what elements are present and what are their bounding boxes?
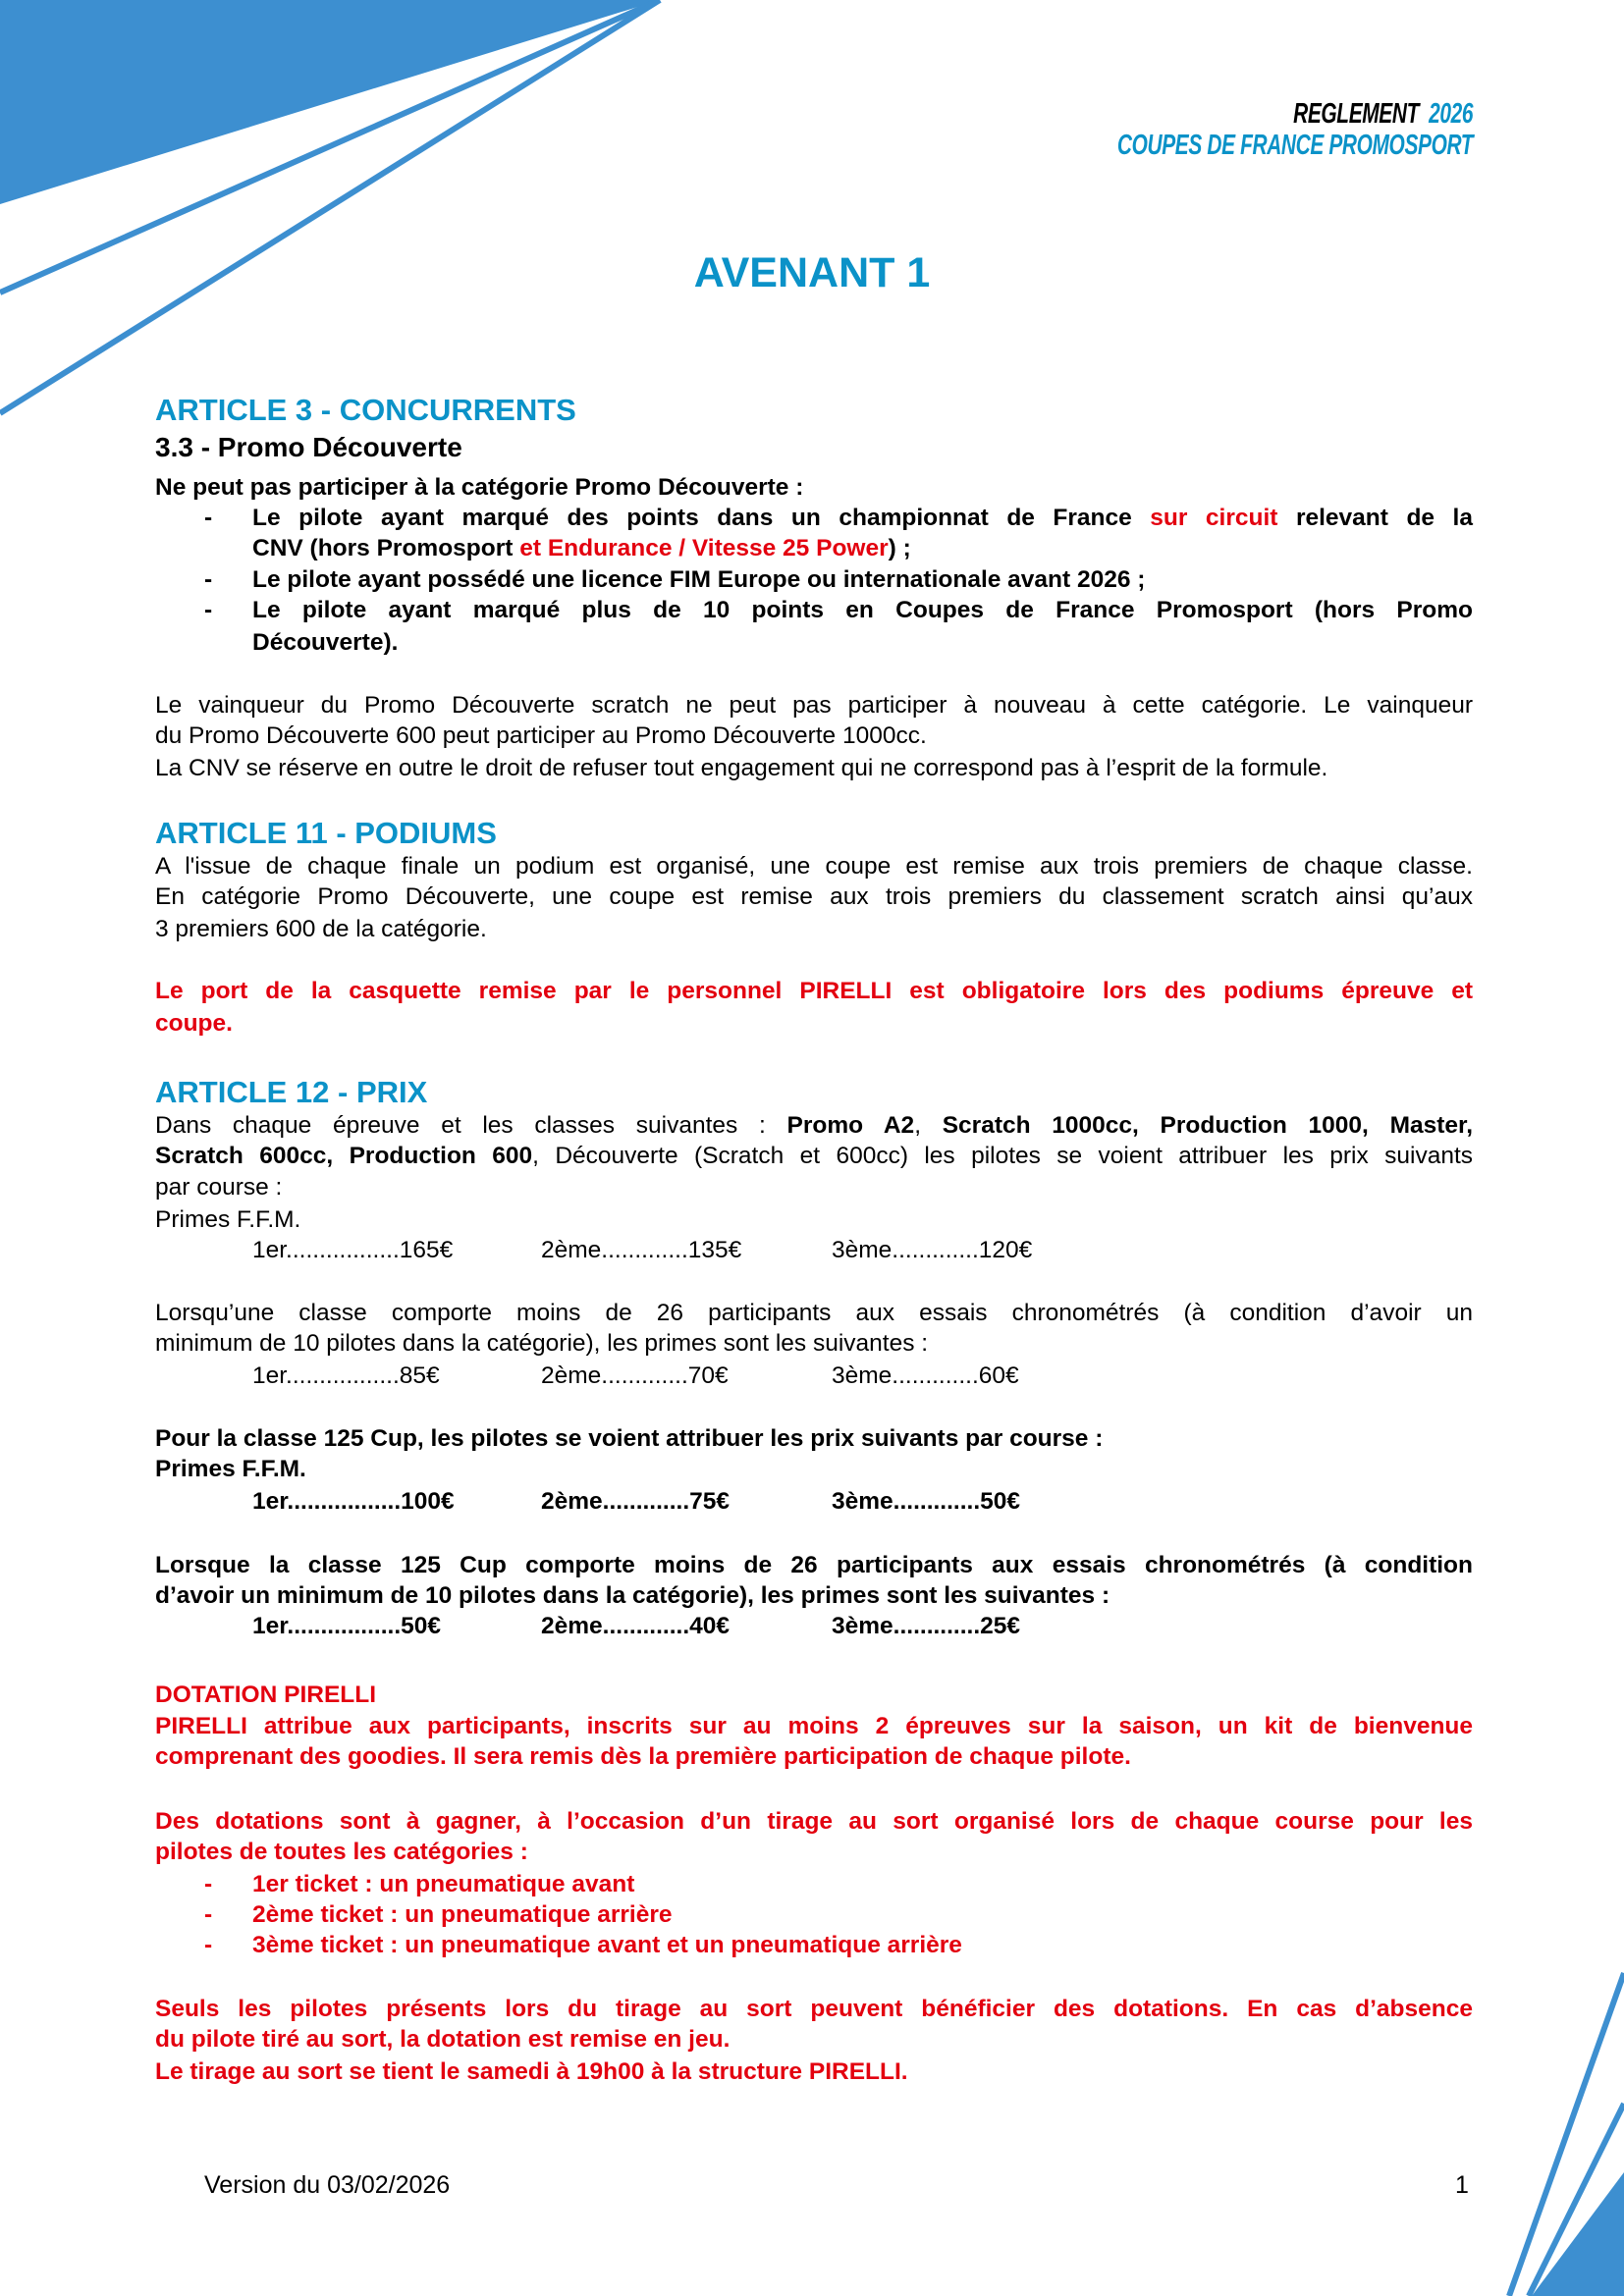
class-names: Scratch 600cc, Production 600 [155, 1143, 533, 1169]
footer-page-number: 1 [1455, 2171, 1469, 2199]
prize-2nd: 2ème.............40€ [541, 1613, 731, 1639]
header-reglement-label: REGLEMENT [1293, 98, 1419, 130]
article-11-heading: ARTICLE 11 - PODIUMS [155, 816, 497, 850]
prize-3rd: 3ème.............25€ [832, 1613, 1021, 1639]
article-3-subheading: 3.3 - Promo Découverte [155, 432, 462, 462]
dash-bullet-icon: - [204, 1932, 213, 1958]
paragraph-line: d’avoir un minimum de 10 pilotes dans la catégorie), les primes sont les suivantes : [155, 1582, 1110, 1609]
prize-2nd: 2ème.............75€ [541, 1488, 731, 1515]
article-12-heading: ARTICLE 12 - PRIX [155, 1075, 428, 1109]
pirelli-cap-notice: coupe. [155, 1010, 233, 1037]
prize-3rd: 3ème.............50€ [832, 1488, 1021, 1515]
bullet-text-part: relevant de la [1277, 505, 1473, 531]
paragraph-line: minimum de 10 pilotes dans la catégorie), les primes sont les suivantes : [155, 1330, 929, 1357]
dash-bullet-icon: - [204, 505, 213, 531]
paragraph-line: Le tirage au sort se tient le samedi à 19h00 à la structure PIRELLI. [155, 2058, 908, 2085]
bullet-text-part: Le pilote ayant marqué des points dans un championnat de France [252, 505, 1151, 531]
primes-label: Primes F.F.M. [155, 1206, 301, 1233]
bullet-text-part: CNV (hors Promosport [252, 535, 520, 561]
bullet-text [252, 503, 1473, 534]
primes-label: Primes F.F.M. [155, 1456, 306, 1482]
paragraph-line: comprenant des goodies. Il sera remis dès la première participation de chaque pilote. [155, 1743, 1131, 1770]
paragraph-line: Le vainqueur du Promo Découverte scratch ne peut pas participer à nouveau à cette catégorie. Le vainqueur [155, 692, 1473, 719]
paragraph-line: Lorsque la classe 125 Cup comporte moins de 26 participants aux essais chronométrés (à condition [155, 1552, 1473, 1578]
dash-bullet-icon: - [204, 1871, 213, 1897]
bullet-red-text: et Endurance / Vitesse 25 Power [519, 535, 889, 561]
ticket-text: 3ème ticket : un pneumatique avant et un pneumatique arrière [252, 1932, 962, 1958]
bullet-text-part: ) ; [888, 535, 911, 561]
paragraph-line: A l'issue de chaque finale un podium est organisé, une coupe est remise aux trois premiers de chaque classe. [155, 853, 1473, 880]
text-part: , Découverte (Scratch et 600cc) les pilotes se voient attribuer les prix suivants [532, 1143, 1474, 1169]
dash-bullet-icon: - [204, 597, 213, 623]
class-name: Promo A2 [786, 1112, 915, 1139]
paragraph-line: La CNV se réserve en outre le droit de refuser tout engagement qui ne correspond pas à l’esprit de la formule. [155, 755, 1328, 781]
paragraph-line: En catégorie Promo Découverte, une coupe est remise aux trois premiers du classement scratch ainsi qu’aux [155, 883, 1473, 910]
article-3-heading: ARTICLE 3 - CONCURRENTS [155, 393, 576, 427]
prize-1st: 1er.................100€ [252, 1488, 455, 1515]
paragraph-line [155, 1141, 1473, 1172]
paragraph-line: par course : [155, 1174, 283, 1201]
paragraph-line: du pilote tiré au sort, la dotation est remise en jeu. [155, 2026, 731, 2053]
paragraph-line: du Promo Découverte 600 peut participer au Promo Découverte 1000cc. [155, 722, 927, 749]
prize-1st: 1er.................165€ [252, 1237, 454, 1263]
prize-1st: 1er.................50€ [252, 1613, 442, 1639]
bullet-text [252, 533, 1473, 564]
bullet-text: Le pilote ayant marqué plus de 10 points en Coupes de France Promosport (hors Promo [252, 597, 1473, 623]
class-name: Master, [1389, 1112, 1473, 1139]
bullet-text: Le pilote ayant possédé une licence FIM Europe ou internationale avant 2026 ; [252, 566, 1146, 593]
prize-3rd: 3ème.............60€ [832, 1362, 1019, 1389]
paragraph-line: PIRELLI attribue aux participants, inscrits sur au moins 2 épreuves sur la saison, un kit de bienvenue [155, 1713, 1473, 1739]
ticket-text: 1er ticket : un pneumatique avant [252, 1871, 635, 1897]
prize-2nd: 2ème.............135€ [541, 1237, 742, 1263]
cup125-intro: Pour la classe 125 Cup, les pilotes se voient attribuer les prix suivants par course : [155, 1425, 1104, 1452]
header-regulation-year [1293, 99, 1473, 129]
text-part [1369, 1112, 1390, 1139]
prize-1st: 1er.................85€ [252, 1362, 440, 1389]
bullet-text: Découverte). [252, 629, 399, 656]
prize-3rd: 3ème.............120€ [832, 1237, 1033, 1263]
dash-bullet-icon: - [204, 1901, 213, 1928]
paragraph-line [155, 1110, 1473, 1142]
text-part: Dans chaque épreuve et les classes suivantes : [155, 1112, 787, 1139]
paragraph-line: Seuls les pilotes présents lors du tirage au sort peuvent bénéficier des dotations. En cas d’absence [155, 1996, 1473, 2022]
dotation-heading: DOTATION PIRELLI [155, 1682, 377, 1708]
page-title: AVENANT 1 [693, 249, 931, 296]
paragraph-line: 3 premiers 600 de la catégorie. [155, 916, 487, 942]
paragraph-line: Des dotations sont à gagner, à l’occasion d’un tirage au sort organisé lors de chaque course pour les [155, 1808, 1473, 1835]
pirelli-cap-notice: Le port de la casquette remise par le personnel PIRELLI est obligatoire lors des podiums épreuve et [155, 978, 1473, 1004]
bullet-red-text: sur circuit [1150, 505, 1278, 531]
paragraph-line: Lorsqu’une classe comporte moins de 26 participants aux essais chronométrés (à condition d’avoir un [155, 1300, 1473, 1326]
paragraph-line: pilotes de toutes les catégories : [155, 1839, 528, 1865]
class-names: Scratch 1000cc, Production 1000, [942, 1112, 1369, 1139]
ticket-text: 2ème ticket : un pneumatique arrière [252, 1901, 673, 1928]
text-part: , [914, 1112, 943, 1139]
header-year: 2026 [1428, 98, 1473, 130]
article-3-intro: Ne peut pas participer à la catégorie Promo Découverte : [155, 474, 804, 501]
header-series-name: COUPES DE FRANCE PROMOSPORT [1116, 130, 1473, 161]
dash-bullet-icon: - [204, 566, 213, 593]
footer-version: Version du 03/02/2026 [204, 2171, 451, 2199]
prize-2nd: 2ème.............70€ [541, 1362, 729, 1389]
